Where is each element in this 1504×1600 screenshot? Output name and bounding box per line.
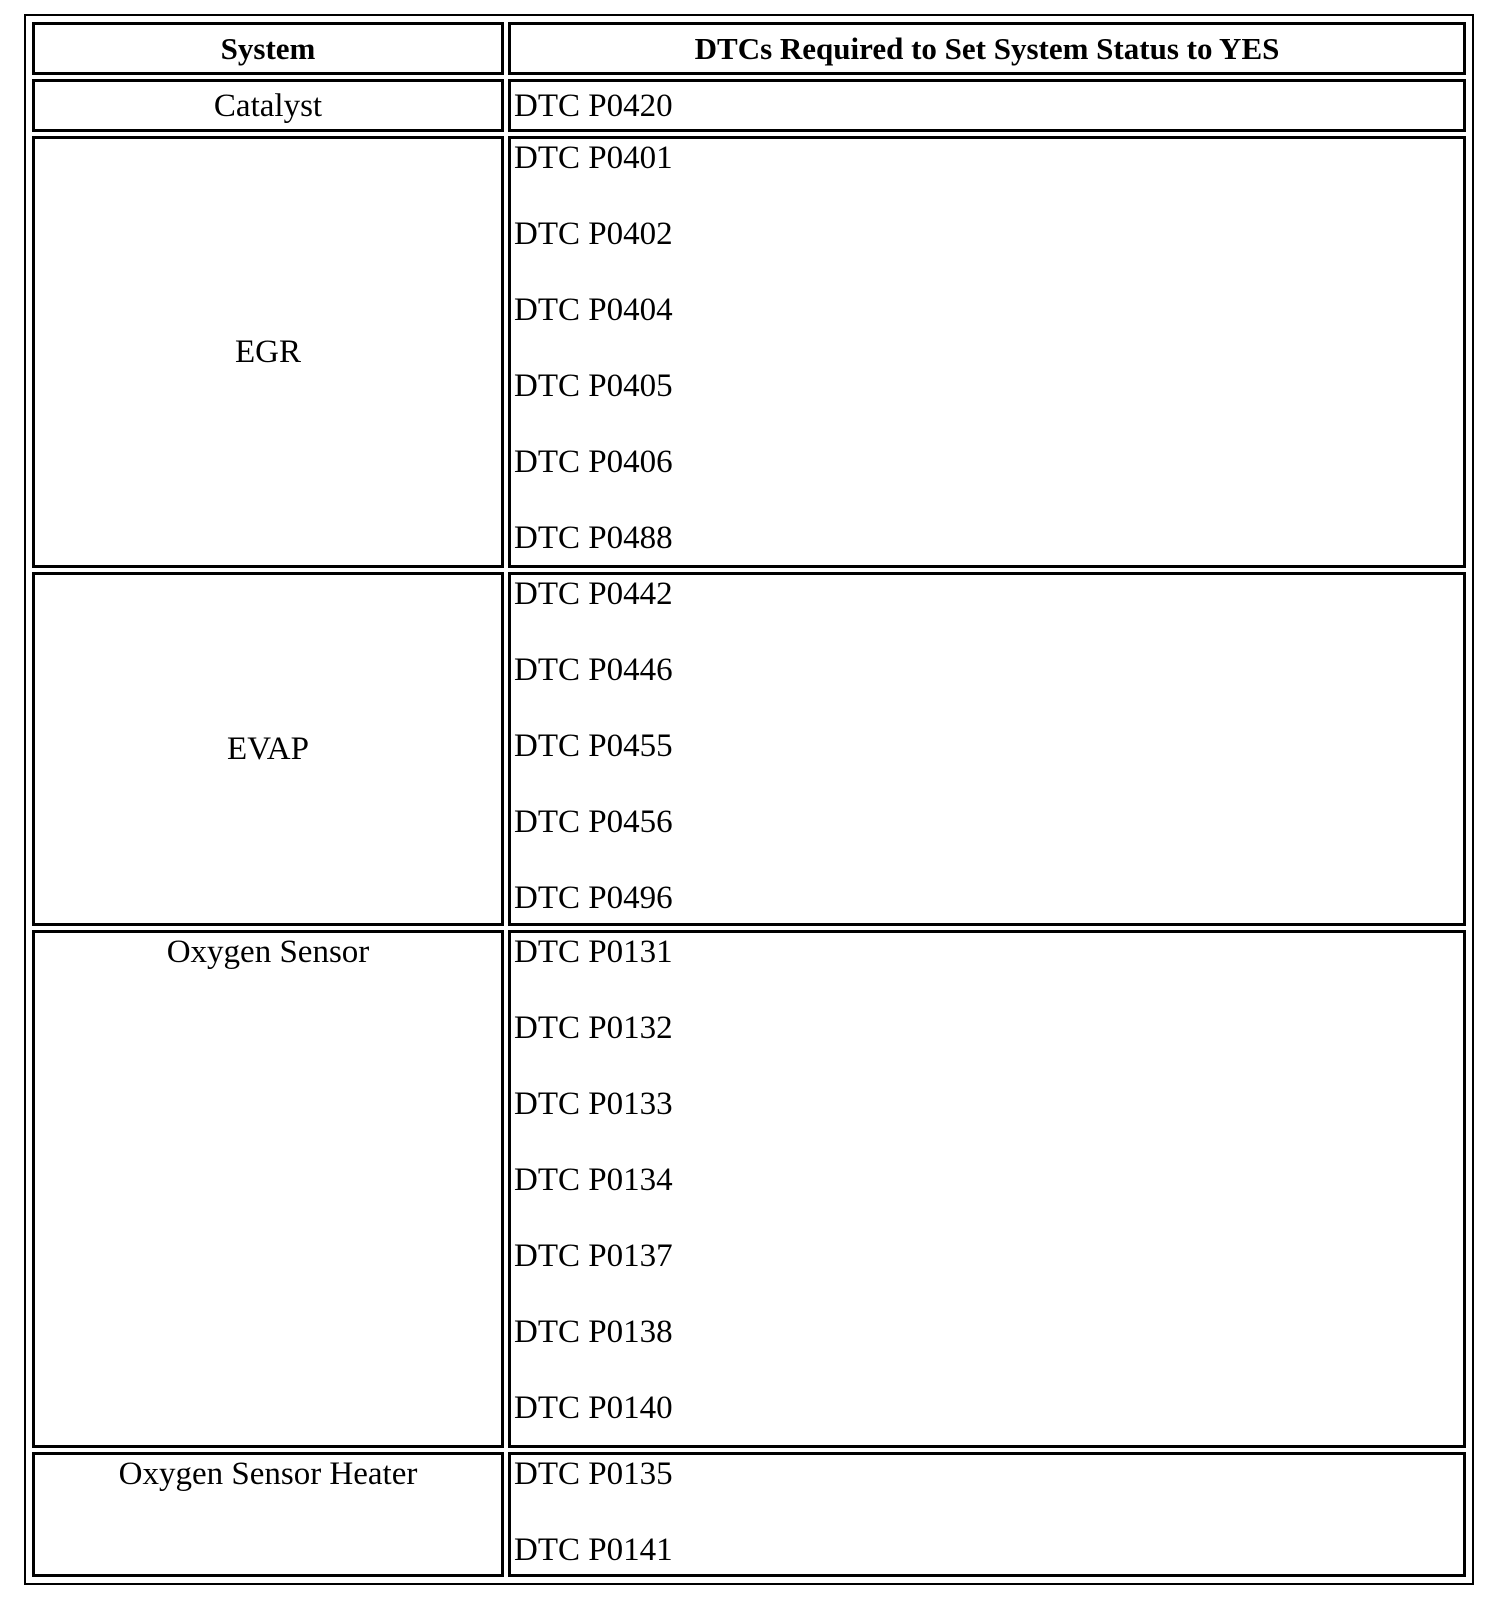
system-label: Catalyst	[213, 87, 323, 124]
table-row	[32, 1452, 1466, 1577]
dtc-code: DTC P0446	[514, 651, 673, 688]
table-row	[32, 572, 1466, 927]
system-label: Oxygen Sensor	[166, 934, 370, 971]
dtc-code: DTC P0140	[514, 1390, 673, 1427]
dtc-code: DTC P0402	[514, 216, 673, 253]
dtc-system-table-frame	[24, 14, 1474, 1585]
dtc-code: DTC P0496	[514, 879, 673, 916]
system-cell	[32, 572, 504, 927]
system-label: Oxygen Sensor Heater	[118, 1456, 418, 1493]
header-system: System	[32, 22, 504, 75]
dtc-cell	[508, 572, 1466, 927]
dtc-code: DTC P0405	[514, 368, 673, 405]
dtc-code: DTC P0456	[514, 803, 673, 840]
dtc-system-table	[28, 18, 1470, 1581]
dtc-code: DTC P0132	[514, 1010, 673, 1047]
dtc-code: DTC P0131	[514, 934, 673, 971]
system-cell	[32, 930, 504, 1448]
dtc-code: DTC P0141	[514, 1532, 673, 1569]
dtc-code: DTC P0138	[514, 1314, 673, 1351]
system-cell	[32, 79, 504, 132]
system-label: EVAP	[227, 730, 309, 767]
table-row	[32, 79, 1466, 132]
table-row	[32, 930, 1466, 1448]
dtc-code: DTC P0404	[514, 292, 673, 329]
dtc-code: DTC P0406	[514, 444, 673, 481]
system-cell	[32, 1452, 504, 1577]
system-cell	[32, 136, 504, 567]
dtc-code: DTC P0455	[514, 727, 673, 764]
dtc-code: DTC P0420	[514, 87, 673, 124]
table-header-row	[32, 22, 1466, 75]
dtc-cell	[508, 79, 1466, 132]
dtc-code: DTC P0488	[514, 520, 673, 557]
dtc-cell	[508, 1452, 1466, 1577]
dtc-cell	[508, 930, 1466, 1448]
dtc-code: DTC P0134	[514, 1162, 673, 1199]
dtc-code: DTC P0135	[514, 1456, 673, 1493]
dtc-code: DTC P0133	[514, 1086, 673, 1123]
dtc-code: DTC P0401	[514, 140, 673, 177]
dtc-cell	[508, 136, 1466, 567]
table-row	[32, 136, 1466, 567]
header-dtcs: DTCs Required to Set System Status to YES	[508, 22, 1466, 75]
dtc-code: DTC P0442	[514, 575, 673, 612]
dtc-code: DTC P0137	[514, 1238, 673, 1275]
system-label: EGR	[235, 333, 301, 370]
